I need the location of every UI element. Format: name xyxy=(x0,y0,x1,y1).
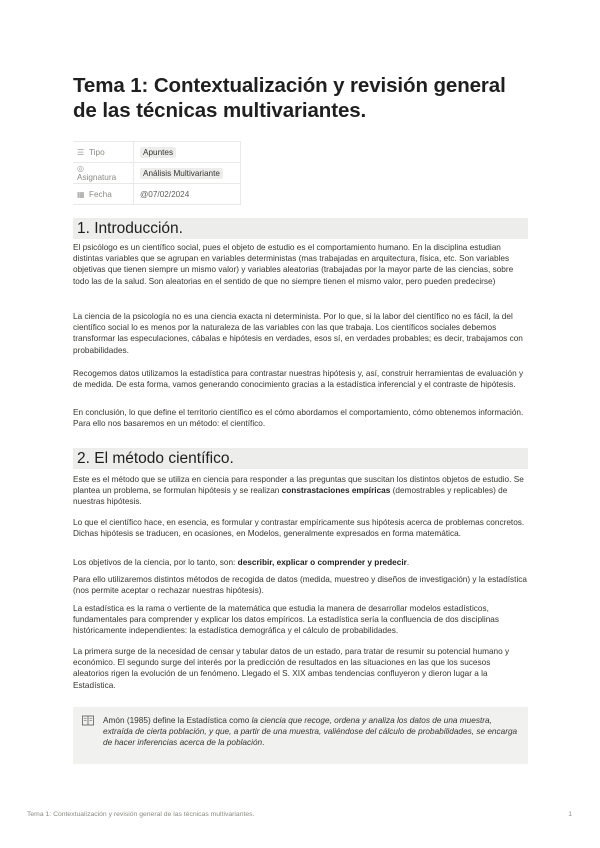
fecha-value[interactable]: @07/02/2024 xyxy=(140,189,190,199)
list-icon: ☰ xyxy=(77,147,85,157)
page-number: 1 xyxy=(568,811,572,818)
book-icon xyxy=(82,715,94,726)
bold-text: describir, explicar o comprender y predecir xyxy=(237,558,407,567)
property-label: Asignatura xyxy=(77,173,117,182)
tipo-tag[interactable]: Apuntes xyxy=(140,147,176,158)
page-footer xyxy=(27,811,572,818)
property-row-fecha xyxy=(73,184,241,205)
section-heading-introduccion: 1. Introducción. xyxy=(73,218,528,239)
asignatura-tag[interactable]: Análisis Multivariante xyxy=(140,168,223,179)
paragraph: La ciencia de la psicología no es una ciencia exacta ni determinista. Por lo que, si la labor del científico no es fácil, la del científico social lo es menos por la naturaleza de las variables con las que trabaja. Los científicos sociales debemos transformar las especulaciones, cábalas e hipótesis en verdades, esos sí, en verdades probables; es decir, trabajamos con probabilidades. xyxy=(73,312,523,355)
calendar-icon: ▦ xyxy=(77,189,85,199)
section-heading-metodo: 2. El método científico. xyxy=(73,448,528,469)
paragraph: Este es el método que se utiliza en ciencia para responder a las preguntas que suscitan los distintos objetos de estudio. Se plantea un problema, se formulan hipótesis y se realizan constrastaciones empíricas (demostrables y replicables) de nuestras hipótesis. xyxy=(73,475,524,507)
paragraph: El psicólogo es un científico social, pues el objeto de estudio es el comportamiento humano. En la disciplina estudian distintas variables que se agrupan en variables deterministas (mas trabajadas en arquitectura, física, etc. Son variables objetivas que tienen siempre un mismo valor) y variables aleatorias (trabajadas por la mayor parte de las ciencias, sobre todo las de la salud. Son aleatorias en el sentido de que no siempre tienen el mismo valor, pero pueden predecirse) xyxy=(73,243,514,286)
bold-text: constrastaciones empíricas xyxy=(281,486,391,496)
paragraph: Recogemos datos utilizamos la estadística para contrastar nuestras hipótesis y, así, construir herramientas de evaluación y de medida. De esta forma, vamos generando conocimiento gracias a la estadística inferencial y el contraste de hipótesis. xyxy=(73,369,524,390)
quote-callout: Amón (1985) define la Estadística como la ciencia que recoge, ordena y analiza los datos de una muestra, extraída de cierta población, y que, a partir de una muestra, valiéndose del cálculo de probabilidades, se encarga de hacer inferencias acerca de la población. xyxy=(73,707,528,764)
paragraph: Lo que el científico hace, en esencia, es formular y contrastar empíricamente sus hipótesis acerca de problemas concretos. Dichas hipótesis se traducen, en ocasiones, en Modelos, generalmente expresados en forma matemática. xyxy=(73,518,525,539)
paragraph: La estadística es la rama o vertiente de la matemática que estudia la manera de desarrollar modelos estadísticos, fundamentales para comprender y explicar los datos empíricos. La estadística sería la confluencia de dos disciplinas históricamente independientes: la estadística demográfica y el cálculo de probabilidades. xyxy=(73,604,500,636)
paragraph: En conclusión, lo que define el territorio científico es el cómo abordamos el comportamiento, cómo obtenemos información. Para ello nos basaremos en un método: el científico. xyxy=(73,408,524,429)
property-row-tipo xyxy=(73,142,241,163)
paragraph: La primera surge de la necesidad de censar y tabular datos de un estado, para tratar de resumir su potencial humano y económico. El segundo surge del interés por la predicción de resultados en las situaciones en las que los sucesos aleatorios rigen la evolución de un fenómeno. Llegado el S. XIX ambas tendencias confluyeron y dieron lugar a la Estadística. xyxy=(73,647,510,690)
callout-text: Amón (1985) define la Estadística como xyxy=(103,716,252,725)
paragraph: Para ello utilizaremos distintos métodos de recogida de datos (medida, muestreo y diseños de investigación) y la estadística (nos permite aceptar o rechazar nuestras hipótesis). xyxy=(73,575,527,596)
footer-title: Tema 1: Contextualización y revisión general de las técnicas multivariantes. xyxy=(27,811,255,818)
properties-table xyxy=(73,141,241,205)
callout-quote: la ciencia que recoge, ordena y analiza los datos de una muestra, extraída de cierta población, y que, a partir de una muestra, valiéndose del cálculo de probabilidades, se encarga de hacer inferencias acerca de la población xyxy=(103,716,518,748)
property-label: Fecha xyxy=(89,189,112,199)
property-label: Tipo xyxy=(89,147,105,157)
property-row-asignatura xyxy=(73,163,241,184)
page-title: Tema 1: Contextualización y revisión general de las técnicas multivariantes. xyxy=(73,74,506,122)
paragraph: Los objetivos de la ciencia, por lo tanto, son: describir, explicar o comprender y predecir. xyxy=(73,558,410,567)
target-icon: ◎ xyxy=(77,164,84,173)
